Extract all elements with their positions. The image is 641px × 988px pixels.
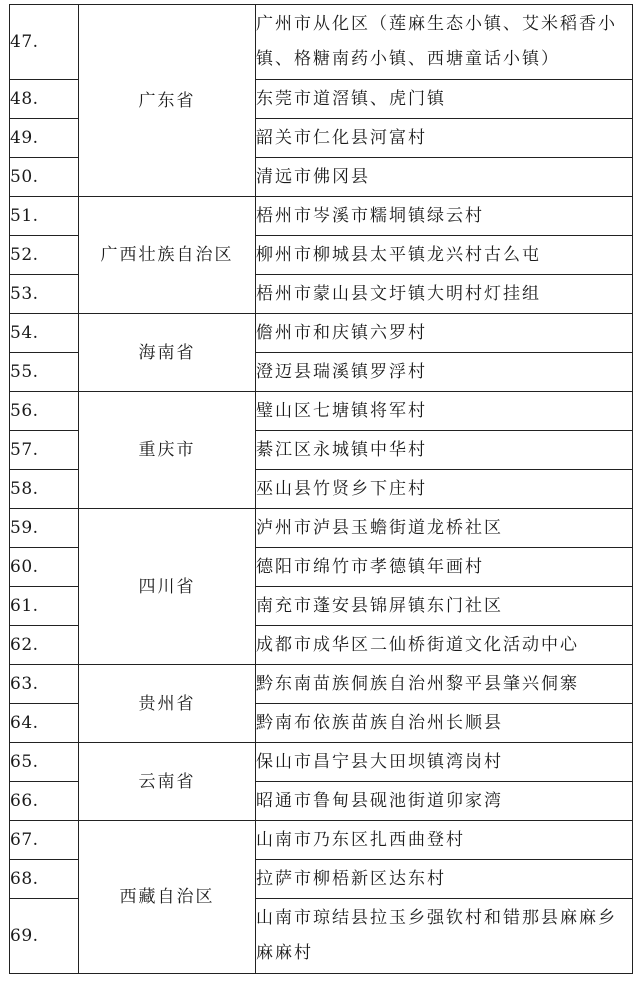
province-cell: 广西壮族自治区: [79, 197, 256, 314]
row-number: 68.: [10, 860, 79, 899]
row-number: 61.: [10, 587, 79, 626]
row-number: 66.: [10, 782, 79, 821]
place-cell: 清远市佛冈县: [256, 158, 633, 197]
province-cell: 重庆市: [79, 392, 256, 509]
row-number: 51.: [10, 197, 79, 236]
row-number: 62.: [10, 626, 79, 665]
row-number: 50.: [10, 158, 79, 197]
place-cell: 黔南布依族苗族自治州长顺县: [256, 704, 633, 743]
place-cell: 柳州市柳城县太平镇龙兴村古么屯: [256, 236, 633, 275]
place-cell: 梧州市岑溪市糯垌镇绿云村: [256, 197, 633, 236]
place-cell: 昭通市鲁甸县砚池街道卯家湾: [256, 782, 633, 821]
row-number: 57.: [10, 431, 79, 470]
place-cell: 泸州市泸县玉蟾街道龙桥社区: [256, 509, 633, 548]
province-cell: 西藏自治区: [79, 821, 256, 974]
place-cell: 德阳市绵竹市孝德镇年画村: [256, 548, 633, 587]
place-cell: 黔东南苗族侗族自治州黎平县肇兴侗寨: [256, 665, 633, 704]
place-cell: 綦江区永城镇中华村: [256, 431, 633, 470]
table-row: [10, 392, 633, 431]
province-cell: 四川省: [79, 509, 256, 665]
places-table: [9, 4, 633, 974]
row-number: 67.: [10, 821, 79, 860]
place-cell: 东莞市道滘镇、虎门镇: [256, 80, 633, 119]
place-cell: 山南市乃东区扎西曲登村: [256, 821, 633, 860]
table-row: [10, 665, 633, 704]
row-number: 48.: [10, 80, 79, 119]
place-cell: 南充市蓬安县锦屏镇东门社区: [256, 587, 633, 626]
place-cell: 广州市从化区（莲麻生态小镇、艾米稻香小镇、格糖南药小镇、西塘童话小镇）: [256, 5, 633, 80]
table-row: [10, 743, 633, 782]
place-cell: 梧州市蒙山县文圩镇大明村灯挂组: [256, 275, 633, 314]
place-cell: 成都市成华区二仙桥街道文化活动中心: [256, 626, 633, 665]
place-cell: 巫山县竹贤乡下庄村: [256, 470, 633, 509]
row-number: 69.: [10, 899, 79, 974]
place-cell: 澄迈县瑞溪镇罗浮村: [256, 353, 633, 392]
place-cell: 儋州市和庆镇六罗村: [256, 314, 633, 353]
row-number: 52.: [10, 236, 79, 275]
place-cell: 韶关市仁化县河富村: [256, 119, 633, 158]
row-number: 53.: [10, 275, 79, 314]
place-cell: 山南市琼结县拉玉乡强钦村和错那县麻麻乡麻麻村: [256, 899, 633, 974]
row-number: 60.: [10, 548, 79, 587]
row-number: 64.: [10, 704, 79, 743]
row-number: 65.: [10, 743, 79, 782]
row-number: 59.: [10, 509, 79, 548]
province-cell: 云南省: [79, 743, 256, 821]
table-row: [10, 509, 633, 548]
table-row: [10, 821, 633, 860]
row-number: 58.: [10, 470, 79, 509]
place-cell: 璧山区七塘镇将军村: [256, 392, 633, 431]
province-cell: 海南省: [79, 314, 256, 392]
row-number: 47.: [10, 5, 79, 80]
row-number: 63.: [10, 665, 79, 704]
province-cell: 广东省: [79, 5, 256, 197]
row-number: 49.: [10, 119, 79, 158]
table-row: [10, 314, 633, 353]
row-number: 56.: [10, 392, 79, 431]
place-cell: 保山市昌宁县大田坝镇湾岗村: [256, 743, 633, 782]
place-cell: 拉萨市柳梧新区达东村: [256, 860, 633, 899]
row-number: 55.: [10, 353, 79, 392]
table-row: [10, 197, 633, 236]
row-number: 54.: [10, 314, 79, 353]
province-cell: 贵州省: [79, 665, 256, 743]
table-row: [10, 5, 633, 80]
